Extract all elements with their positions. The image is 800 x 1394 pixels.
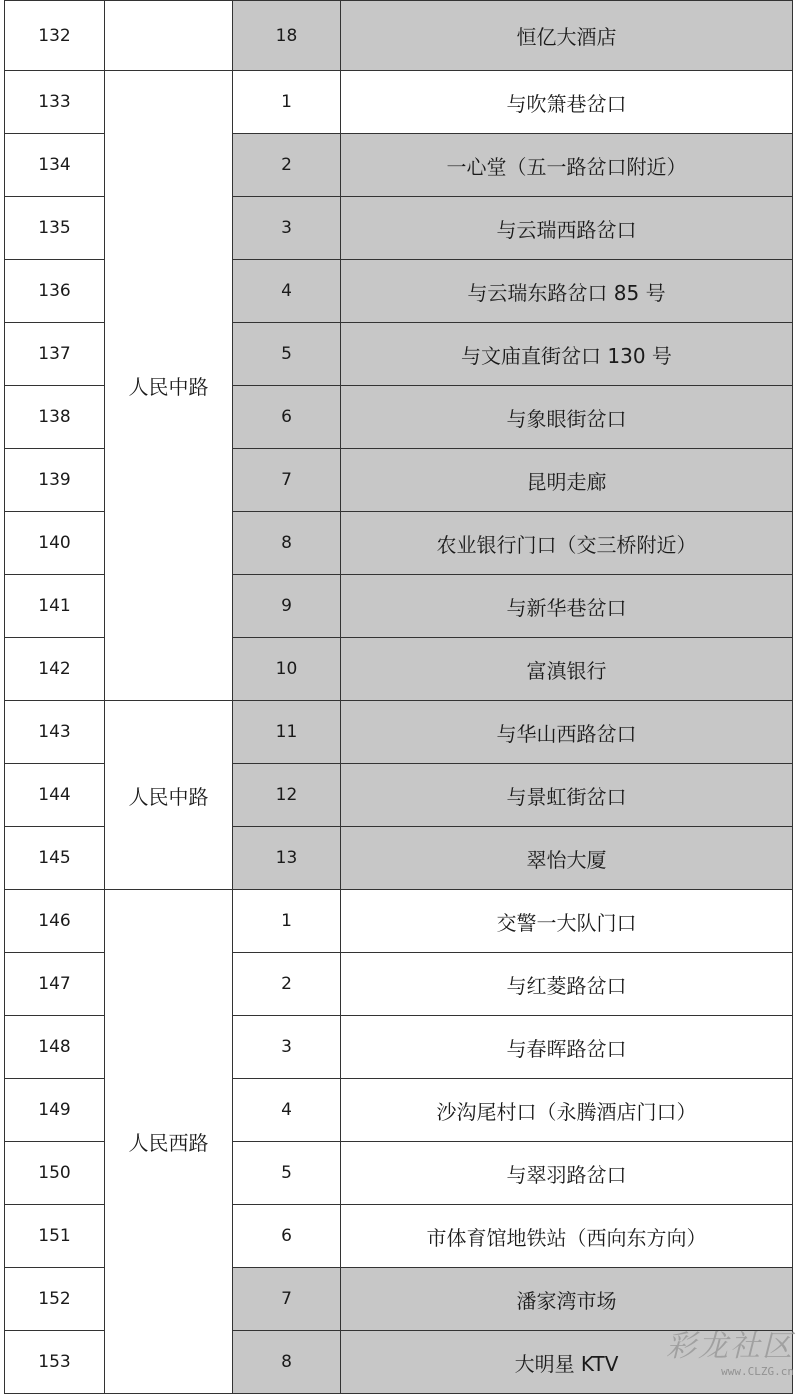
location-cell: 市体育馆地铁站（西向东方向） xyxy=(341,1205,793,1268)
row-number-cell: 140 xyxy=(5,512,105,575)
row-number-cell: 145 xyxy=(5,827,105,890)
stop-index-cell: 4 xyxy=(233,260,341,323)
table-row xyxy=(5,1,793,71)
row-number-cell: 141 xyxy=(5,575,105,638)
stop-index-cell: 10 xyxy=(233,638,341,701)
road-name-cell xyxy=(105,1,233,71)
stop-index-cell: 9 xyxy=(233,575,341,638)
stop-index-cell: 6 xyxy=(233,1205,341,1268)
watermark-logo-text: 彩龙社区 xyxy=(666,1329,794,1364)
location-cell: 富滇银行 xyxy=(341,638,793,701)
location-cell: 农业银行门口（交三桥附近） xyxy=(341,512,793,575)
table-row xyxy=(5,701,793,764)
table-row xyxy=(5,71,793,134)
stop-index-cell: 5 xyxy=(233,1142,341,1205)
location-cell: 与吹箫巷岔口 xyxy=(341,71,793,134)
row-number-cell: 144 xyxy=(5,764,105,827)
stop-index-cell: 11 xyxy=(233,701,341,764)
location-cell: 与华山西路岔口 xyxy=(341,701,793,764)
row-number-cell: 138 xyxy=(5,386,105,449)
stop-index-cell: 1 xyxy=(233,71,341,134)
stop-index-cell: 2 xyxy=(233,953,341,1016)
row-number-cell: 139 xyxy=(5,449,105,512)
stop-index-cell: 13 xyxy=(233,827,341,890)
watermark xyxy=(666,1321,794,1378)
road-name-cell: 人民中路 xyxy=(105,701,233,890)
stop-index-cell: 1 xyxy=(233,890,341,953)
row-number-cell: 147 xyxy=(5,953,105,1016)
row-number-cell: 146 xyxy=(5,890,105,953)
location-cell: 与新华巷岔口 xyxy=(341,575,793,638)
location-cell: 与春晖路岔口 xyxy=(341,1016,793,1079)
location-cell: 与文庙直街岔口 130 号 xyxy=(341,323,793,386)
location-cell: 与红菱路岔口 xyxy=(341,953,793,1016)
row-number-cell: 134 xyxy=(5,134,105,197)
location-cell: 昆明走廊 xyxy=(341,449,793,512)
row-number-cell: 151 xyxy=(5,1205,105,1268)
road-name-cell: 人民西路 xyxy=(105,890,233,1394)
stop-index-cell: 3 xyxy=(233,197,341,260)
location-cell: 与象眼街岔口 xyxy=(341,386,793,449)
row-number-cell: 149 xyxy=(5,1079,105,1142)
stop-table xyxy=(4,0,793,1394)
stop-index-cell: 8 xyxy=(233,1331,341,1394)
stop-index-cell: 6 xyxy=(233,386,341,449)
stop-index-cell: 3 xyxy=(233,1016,341,1079)
stop-index-cell: 2 xyxy=(233,134,341,197)
row-number-cell: 142 xyxy=(5,638,105,701)
row-number-cell: 132 xyxy=(5,1,105,71)
location-cell: 与云瑞东路岔口 85 号 xyxy=(341,260,793,323)
location-cell: 与翠羽路岔口 xyxy=(341,1142,793,1205)
row-number-cell: 152 xyxy=(5,1268,105,1331)
row-number-cell: 135 xyxy=(5,197,105,260)
stop-index-cell: 18 xyxy=(233,1,341,71)
stop-index-cell: 5 xyxy=(233,323,341,386)
location-cell: 一心堂（五一路岔口附近） xyxy=(341,134,793,197)
location-cell: 交警一大队门口 xyxy=(341,890,793,953)
table-row xyxy=(5,890,793,953)
stop-index-cell: 7 xyxy=(233,1268,341,1331)
location-cell: 潘家湾市场 xyxy=(341,1268,793,1331)
stop-index-cell: 7 xyxy=(233,449,341,512)
row-number-cell: 153 xyxy=(5,1331,105,1394)
location-cell: 与景虹街岔口 xyxy=(341,764,793,827)
row-number-cell: 133 xyxy=(5,71,105,134)
location-cell: 翠怡大厦 xyxy=(341,827,793,890)
row-number-cell: 150 xyxy=(5,1142,105,1205)
stop-index-cell: 4 xyxy=(233,1079,341,1142)
stop-index-cell: 12 xyxy=(233,764,341,827)
location-cell: 恒亿大酒店 xyxy=(341,1,793,71)
row-number-cell: 143 xyxy=(5,701,105,764)
row-number-cell: 137 xyxy=(5,323,105,386)
location-cell: 与云瑞西路岔口 xyxy=(341,197,793,260)
location-cell: 沙沟尾村口（永腾酒店门口） xyxy=(341,1079,793,1142)
location-cell: 大明星 KTV xyxy=(341,1331,793,1394)
watermark-url: www.CLZG.cn xyxy=(721,1365,794,1378)
stop-table-container xyxy=(4,0,793,1394)
stop-index-cell: 8 xyxy=(233,512,341,575)
row-number-cell: 136 xyxy=(5,260,105,323)
row-number-cell: 148 xyxy=(5,1016,105,1079)
road-name-cell: 人民中路 xyxy=(105,71,233,701)
